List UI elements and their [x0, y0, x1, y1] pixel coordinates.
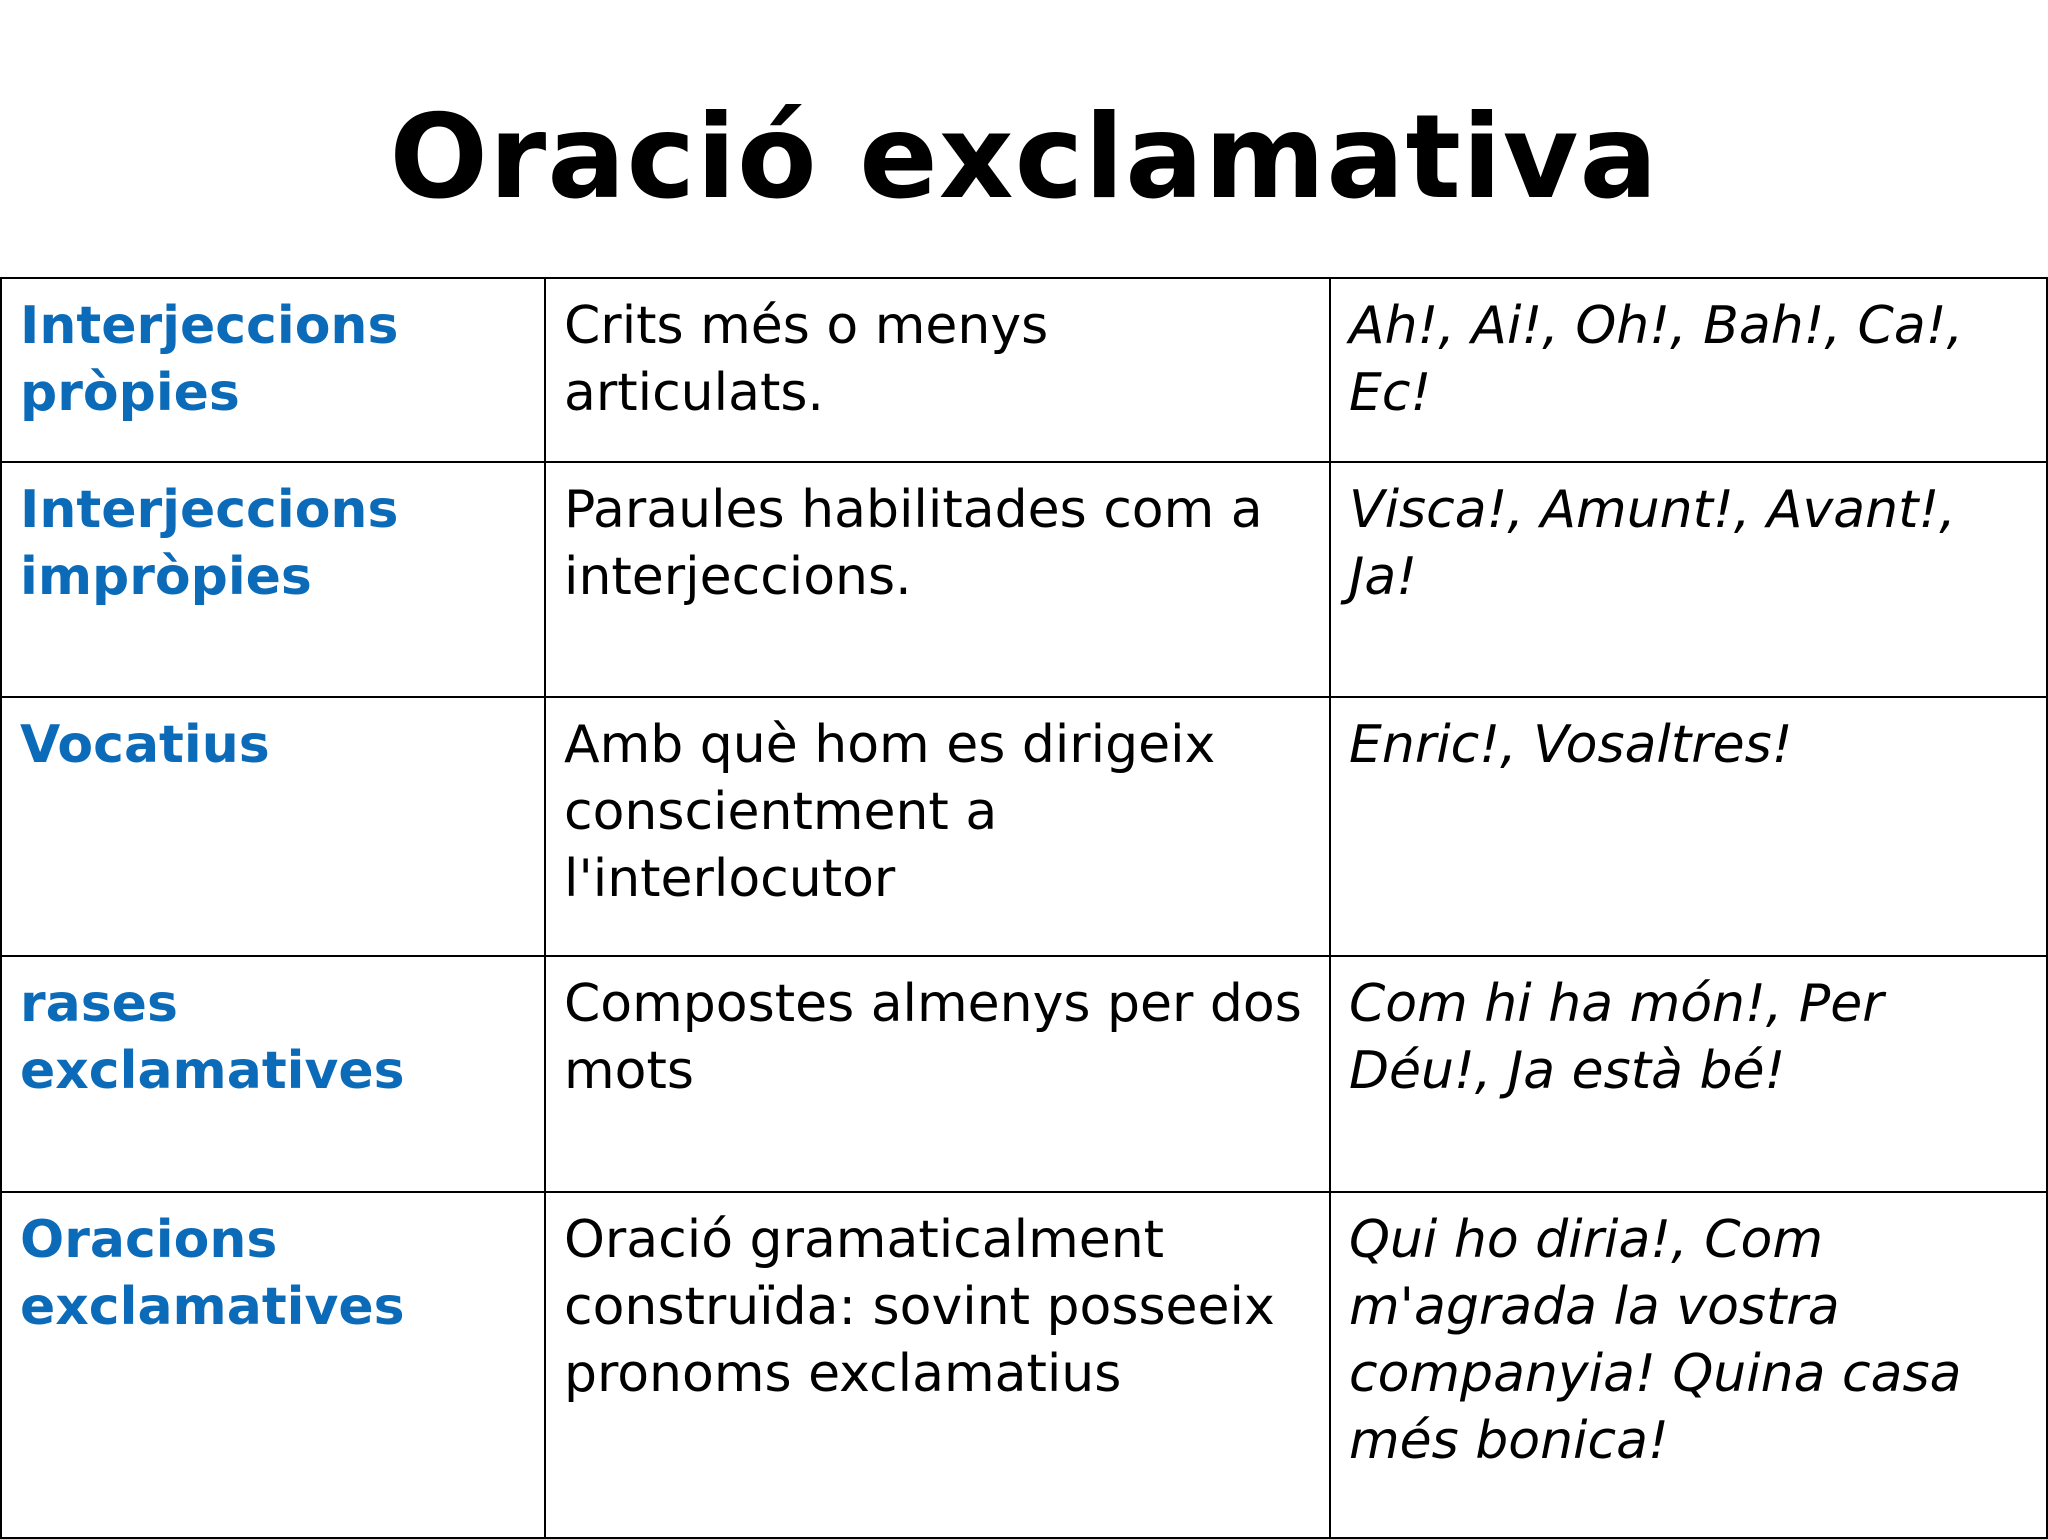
examples-cell: Ah!, Ai!, Oh!, Bah!, Ca!, Ec! [1330, 278, 2047, 462]
description-cell: Compostes almenys per dos mots [545, 956, 1330, 1192]
term-cell: Oracions exclamatives [1, 1192, 545, 1538]
examples-cell: Enric!, Vosaltres! [1330, 697, 2047, 956]
description-cell: Amb què hom es dirigeix conscientment a l'interlocutor [545, 697, 1330, 956]
table-row [1, 278, 2047, 462]
table-row [1, 462, 2047, 697]
page-title: Oració exclamativa [389, 90, 1659, 225]
table-row [1, 956, 2047, 1192]
description-cell: Oració gramaticalment construïda: sovint posseeix pronoms exclamatius [545, 1192, 1330, 1538]
term-cell: Interjeccions impròpies [1, 462, 545, 697]
examples-cell: Com hi ha món!, Per Déu!, Ja està bé! [1330, 956, 2047, 1192]
term-cell: rases exclamatives [1, 956, 545, 1192]
term-cell: Vocatius [1, 697, 545, 956]
term-cell: Interjeccions pròpies [1, 278, 545, 462]
table-row [1, 1192, 2047, 1538]
examples-cell: Qui ho diria!, Com m'agrada la vostra companyia! Quina casa més bonica! [1330, 1192, 2047, 1538]
description-cell: Paraules habilitades com a interjeccions. [545, 462, 1330, 697]
table-row [1, 697, 2047, 956]
exclamation-types-table [0, 277, 2048, 1539]
description-cell: Crits més o menys articulats. [545, 278, 1330, 462]
examples-cell: Visca!, Amunt!, Avant!, Ja! [1330, 462, 2047, 697]
